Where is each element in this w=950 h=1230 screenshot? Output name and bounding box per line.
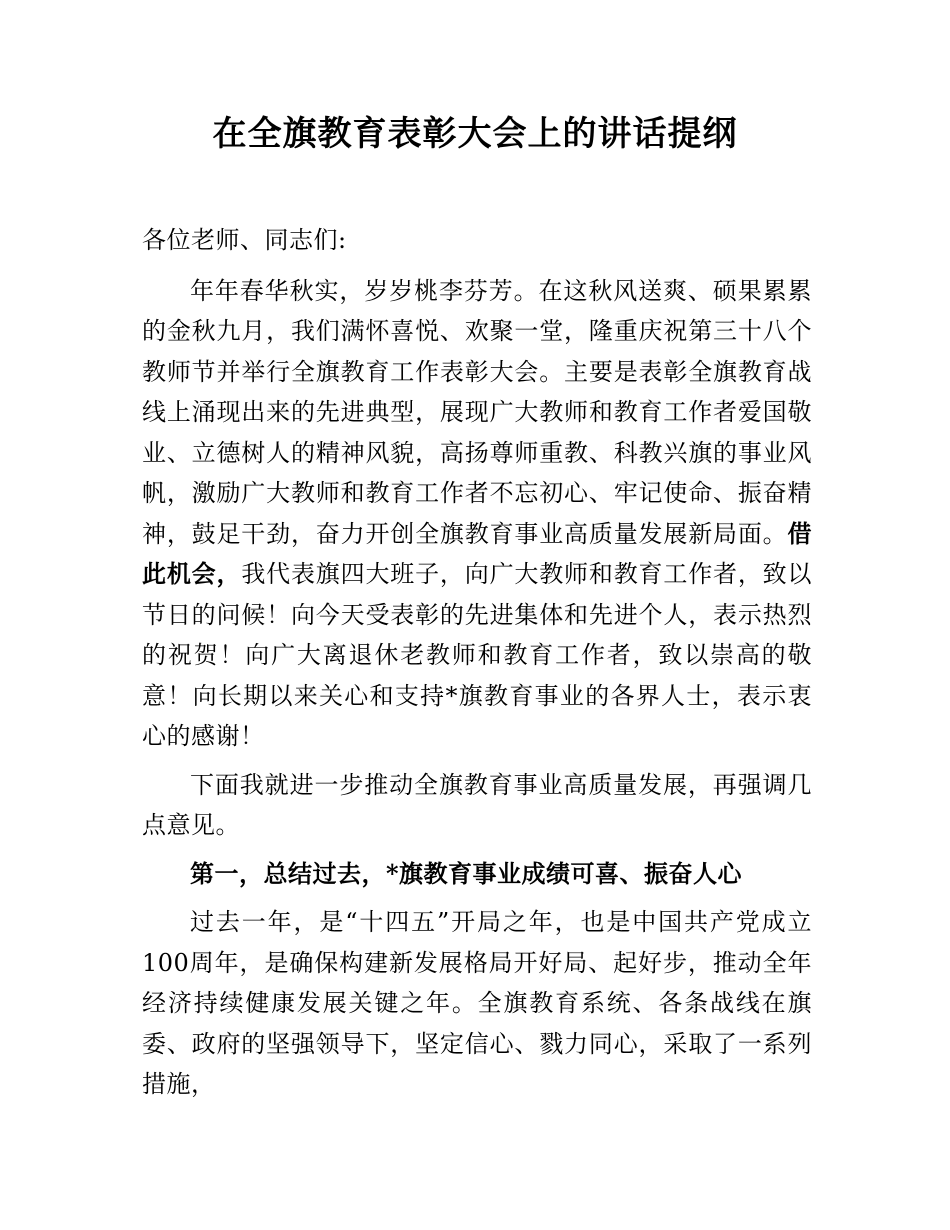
opening-paragraph-bold-phrase: 借此机会， <box>142 518 812 588</box>
opening-paragraph <box>142 271 812 757</box>
opening-paragraph-text: 年年春华秋实，岁岁桃李芬芳。在这秋风送爽、硕果累累的金秋九月，我们满怀喜悦、欢聚一堂，隆重庆祝第三十八个教师节并举行全旗教育工作表彰大会。主要是表彰全旗教育战线上涌现出来的先进典型，展现广大教师和教育工作者爱国敬业、立德树人的精神风貌，高扬尊师重教、科教兴旗的事业风帆，激励广大教师和教育工作者不忘初心、牢记使命、振奋精神，鼓足干劲，奋力开创全旗教育事业高质量发展新局面。 <box>142 276 812 548</box>
greeting: 各位老师、同志们: <box>142 226 347 254</box>
opening-paragraph-text-continued: 我代表旗四大班子，向广大教师和教育工作者，致以节日的问候！向今天受表彰的先进集体和先进个人，表示热烈的祝贺！向广大离退休老教师和教育工作者，致以崇高的敬意！向长期以来关心和支持*旗教育事业的各界人士，表示衷心的感谢！ <box>142 560 813 750</box>
section-paragraph: 过去一年，是“十四五”开局之年，也是中国共产党成立100周年，是确保构建新发展格局开好局、起好步，推动全年经济持续健康发展关键之年。全旗教育系统、各条战线在旗委、政府的坚强领导下，坚定信心、戮力同心，采取了一系列措施， <box>142 908 812 1098</box>
document-body <box>142 220 812 1113</box>
transition-paragraph: 下面我就进一步推动全旗教育事业高质量发展，再强调几点意见。 <box>142 770 812 839</box>
section-heading: 第一，总结过去，*旗教育事业成绩可喜、振奋人心 <box>190 858 743 888</box>
document-title: 在全旗教育表彰大会上的讲话提纲 <box>212 114 738 154</box>
